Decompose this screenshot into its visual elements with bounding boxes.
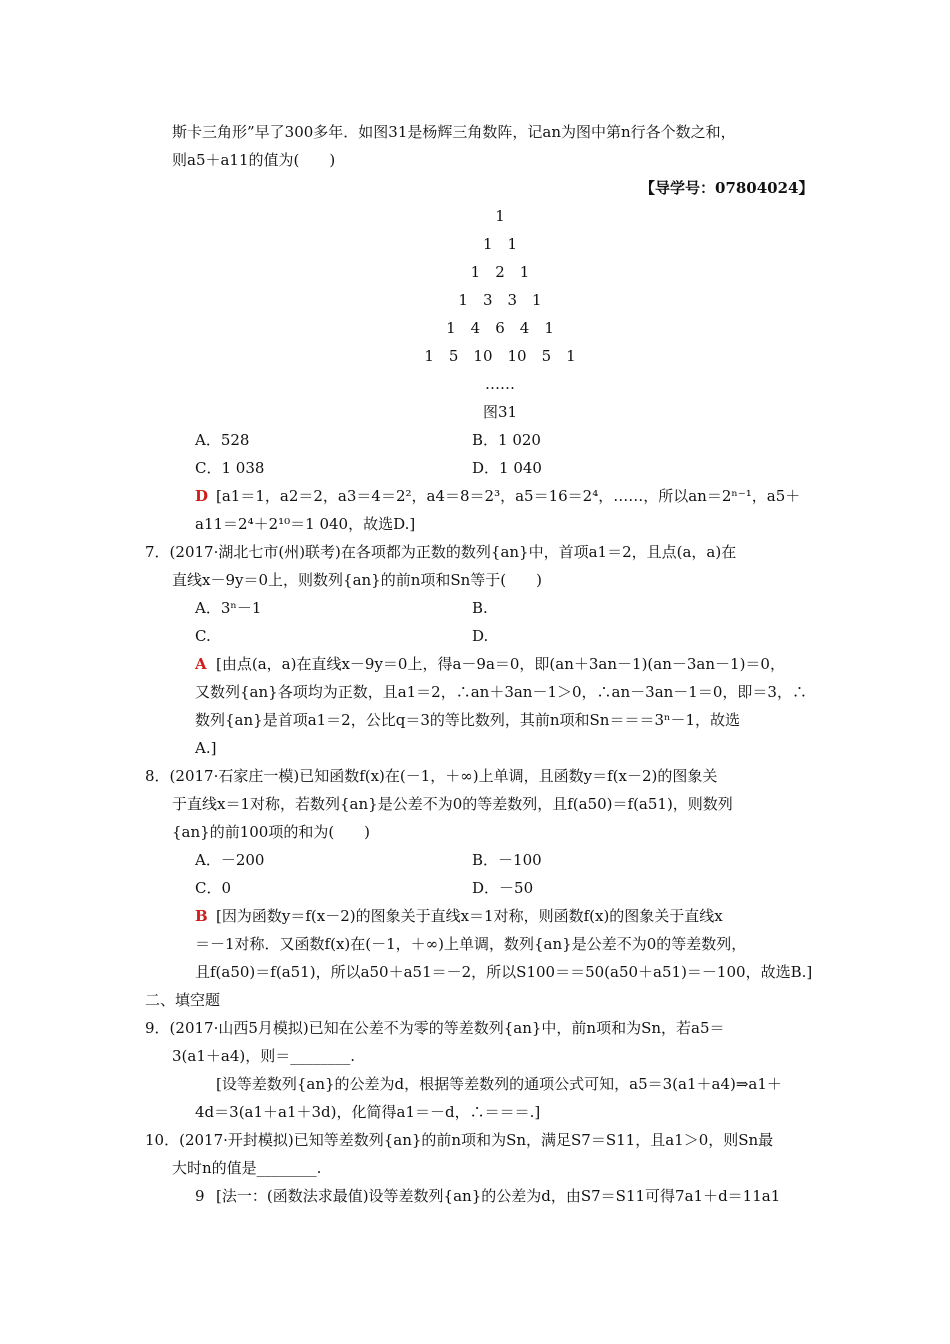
q10-stem-line2: 大时n的值是________.: [172, 1159, 322, 1177]
q6-stem-line1: 斯卡三角形”早了300多年．如图31是杨辉三角数阵，记an为图中第n行各个数之和，: [172, 123, 736, 141]
q7-solution-line2: 又数列{an}各项均为正数，且a1＝2，∴an＋3an－1＞0，∴an－3an－1＝0，即＝3，∴: [195, 683, 807, 701]
q8-solution-line2: ＝－1对称．又函数f(x)在(－1，＋∞)上单调，数列{an}是公差不为0的等差数列，: [195, 935, 747, 953]
triangle-row-6: 1 5 10 10 5 1: [424, 347, 576, 365]
q7-stem-line2: 直线x－9y＝0上，则数列{an}的前n项和Sn等于( ): [172, 571, 543, 589]
q9-stem-line1: 9．(2017·山西5月模拟)已知在公差不为零的等差数列{an}中，前n项和为Sn，若a5＝: [145, 1019, 725, 1037]
q7-option-c: C.: [195, 627, 211, 645]
q8-solution-line3: 且f(a50)＝f(a51)，所以a50＋a51＝－2，所以S100＝＝50(a50＋a51)＝－100，故选B.]: [195, 963, 813, 981]
q10-answer: 9: [195, 1187, 205, 1205]
q8-stem-line1: 8．(2017·石家庄一模)已知函数f(x)在(－1，＋∞)上单调，且函数y＝f(x－2)的图象关: [145, 767, 718, 785]
q6-solution-line1: [a1＝1，a2＝2，a3＝4＝2²，a4＝8＝2³，a5＝16＝2⁴，……，所以an＝2ⁿ⁻¹，a5＋: [216, 487, 801, 505]
q8-option-b: B．－100: [472, 851, 542, 869]
q7-solution-line4: A.]: [195, 739, 217, 757]
triangle-row-1: 1: [495, 207, 505, 225]
q7-solution-line3: 数列{an}是首项a1＝2，公比q＝3的等比数列，其前n项和Sn＝＝＝3ⁿ－1，故选: [195, 711, 741, 729]
triangle-row-2: 1 1: [482, 235, 518, 253]
q7-option-a: A．3ⁿ－1: [195, 599, 262, 617]
q8-solution-line1: [因为函数y＝f(x－2)的图象关于直线x＝1对称，则函数f(x)的图象关于直线x: [216, 907, 723, 925]
q8-answer-letter: B: [195, 907, 208, 925]
q8-stem-line3: {an}的前100项的和为( ): [172, 823, 371, 841]
q6-option-d: D．1 040: [472, 459, 542, 477]
q6-answer-letter: D: [195, 487, 209, 505]
q8-option-c: C．0: [195, 879, 232, 897]
figure-caption: 图31: [482, 403, 518, 421]
q8-stem-line2: 于直线x＝1对称，若数列{an}是公差不为0的等差数列，且f(a50)＝f(a51)，则数列: [172, 795, 733, 813]
q6-reference-number: 【导学号：07804024】: [640, 179, 814, 197]
triangle-row-4: 1 3 3 1: [458, 291, 542, 309]
triangle-row-3: 1 2 1: [470, 263, 530, 281]
q10-solution-line1: [法一：(函数法求最值)设等差数列{an}的公差为d，由S7＝S11可得7a1＋d＝11a1: [216, 1187, 781, 1205]
section-heading: 二、填空题: [145, 991, 221, 1009]
q9-stem-line2: 3(a1＋a4)，则＝________.: [172, 1047, 355, 1065]
q8-option-a: A．－200: [195, 851, 265, 869]
q7-solution-line1: [由点(a，a)在直线x－9y＝0上，得a－9a＝0，即(an＋3an－1)(an－3an－1)＝0，: [216, 655, 785, 673]
q8-option-d: D．－50: [472, 879, 534, 897]
q6-solution-line2: a11＝2⁴＋2¹⁰＝1 040，故选D.]: [195, 515, 416, 533]
q7-stem-line1: 7．(2017·湖北七市(州)联考)在各项都为正数的数列{an}中，首项a1＝2，且点(a，a)在: [145, 543, 737, 561]
q9-solution-line2: 4d＝3(a1＋a1＋3d)，化简得a1＝－d，∴＝＝＝.]: [195, 1103, 541, 1121]
q9-solution-line1: [设等差数列{an}的公差为d，根据等差数列的通项公式可知，a5＝3(a1＋a4)⇒a1＋: [216, 1075, 782, 1093]
q6-option-b: B．1 020: [472, 431, 541, 449]
triangle-ellipsis: ……: [485, 375, 515, 393]
q10-stem-line1: 10．(2017·开封模拟)已知等差数列{an}的前n项和为Sn，满足S7＝S11，且a1＞0，则Sn最: [145, 1131, 774, 1149]
q7-option-d: D.: [472, 627, 489, 645]
q6-option-a: A．528: [195, 431, 250, 449]
q6-option-c: C．1 038: [195, 459, 265, 477]
q6-stem-line2: 则a5＋a11的值为( ): [172, 151, 336, 169]
triangle-row-5: 1 4 6 4 1: [446, 319, 554, 337]
q7-option-b: B.: [472, 599, 488, 617]
q7-answer-letter: A: [195, 655, 207, 673]
